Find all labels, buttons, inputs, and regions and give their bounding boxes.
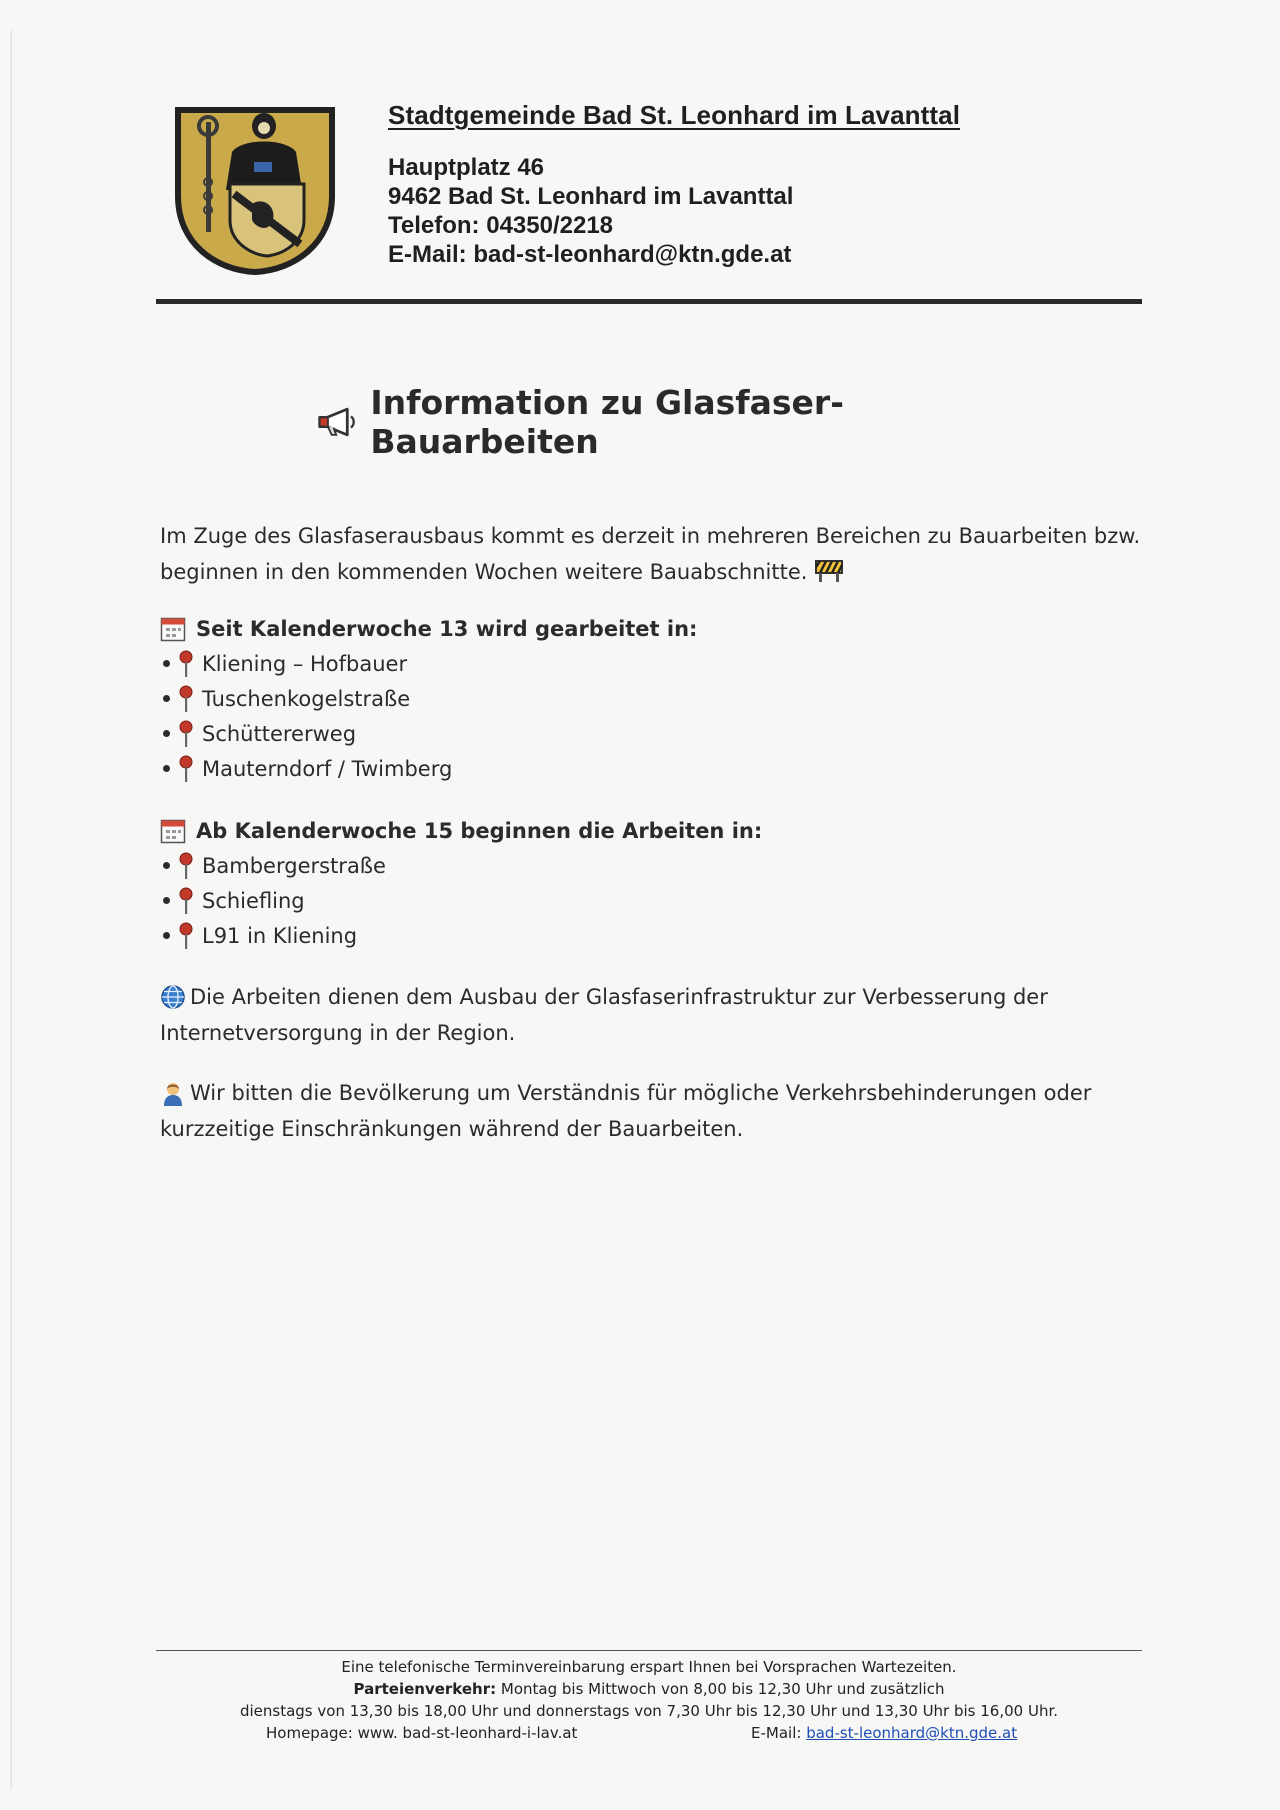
location-list (160, 848, 1150, 953)
pushpin-icon (178, 755, 194, 783)
footer-email (751, 1722, 1017, 1744)
calendar-icon (160, 818, 186, 844)
bullet (163, 862, 170, 869)
location-name: Bambergerstraße (202, 853, 386, 878)
bullet (163, 897, 170, 904)
location-name: Mauterndorf / Twimberg (202, 756, 453, 781)
calendar-icon (160, 616, 186, 642)
location-name: Tuschenkogelstraße (202, 686, 411, 711)
office-hours-text: Montag bis Mittwoch von 8,00 bis 12,30 Uhr und zusätzlich (500, 1680, 945, 1698)
section-kw15 (160, 814, 1150, 953)
bullet (163, 765, 170, 772)
address-line: 9462 Bad St. Leonhard im Lavanttal (388, 183, 794, 210)
section-kw13 (160, 612, 1150, 786)
location-name: Schüttererweg (202, 721, 357, 746)
footer (156, 1656, 1142, 1744)
footer-divider (156, 1650, 1142, 1651)
footer-contact (156, 1722, 1142, 1744)
location-name: Kliening – Hofbauer (202, 651, 408, 676)
construction-barrier-icon (814, 557, 844, 583)
office-hours (156, 1678, 1142, 1700)
title-text: Information zu Glasfaser-Bauarbeiten (370, 383, 844, 461)
intro-line: beginnen in den kommenden Wochen weitere Bauabschnitte. (160, 560, 808, 584)
page-title (316, 383, 1016, 461)
list-item (160, 681, 1150, 716)
request-paragraph (160, 1075, 1150, 1147)
request-line: kurzzeitige Einschränkungen während der Bauarbeiten. (160, 1117, 744, 1141)
location-name: Schiefling (202, 888, 305, 913)
list-item (160, 716, 1150, 751)
purpose-line: Die Arbeiten dienen dem Ausbau der Glasfaserinfrastruktur zur Verbesserung der (190, 985, 1048, 1009)
homepage-text: Homepage: www. bad-st-leonhard-i-lav.at (266, 1724, 578, 1742)
list-item (160, 751, 1150, 786)
header-divider (156, 299, 1142, 304)
intro-paragraph (160, 518, 1150, 590)
pushpin-icon (178, 650, 194, 678)
pushpin-icon (178, 685, 194, 713)
section-heading (160, 814, 1150, 848)
purpose-line: Internetversorgung in der Region. (160, 1021, 516, 1045)
email-label: E-Mail: (751, 1724, 802, 1742)
letterhead (388, 100, 1148, 269)
email-line: E-Mail: bad-st-leonhard@ktn.gde.at (388, 241, 792, 268)
list-item (160, 883, 1150, 918)
email-link[interactable]: bad-st-leonhard@ktn.gde.at (806, 1724, 1018, 1742)
location-list (160, 646, 1150, 786)
section-heading (160, 612, 1150, 646)
list-item (160, 646, 1150, 681)
list-item (160, 848, 1150, 883)
announcement-body (160, 518, 1150, 1147)
pushpin-icon (178, 922, 194, 950)
location-name: L91 in Kliening (202, 923, 358, 948)
page-edge (10, 30, 12, 1790)
list-item (160, 918, 1150, 953)
address-line: Hauptplatz 46 (388, 154, 545, 181)
footer-notice: Eine telefonische Terminvereinbarung erspart Ihnen bei Vorsprachen Wartezeiten. (341, 1658, 957, 1676)
globe-icon (160, 984, 186, 1010)
bullet (163, 695, 170, 702)
office-hours-extra: dienstags von 13,30 bis 18,00 Uhr und donnerstags von 7,30 Uhr bis 12,30 Uhr und 13,30 Uhr bis 16,00 Uhr. (239, 1702, 1059, 1720)
pushpin-icon (178, 720, 194, 748)
bullet (163, 660, 170, 667)
pushpin-icon (178, 887, 194, 915)
person-icon (160, 1080, 186, 1106)
office-hours-label: Parteienverkehr: (353, 1680, 497, 1698)
intro-line: Im Zuge des Glasfaserausbaus kommt es derzeit in mehreren Bereichen zu Bauarbeiten bzw. (160, 524, 1141, 548)
purpose-paragraph (160, 979, 1150, 1051)
municipality-name: Stadtgemeinde Bad St. Leonhard im Lavanttal (388, 100, 961, 130)
pushpin-icon (178, 852, 194, 880)
coat-of-arms-icon (172, 104, 338, 276)
section-heading-text: Ab Kalenderwoche 15 beginnen die Arbeiten in: (196, 819, 763, 843)
megaphone-icon (316, 405, 358, 439)
request-line: Wir bitten die Bevölkerung um Verständnis für mögliche Verkehrsbehinderungen oder (190, 1081, 1092, 1105)
section-heading-text: Seit Kalenderwoche 13 wird gearbeitet in: (196, 617, 698, 641)
bullet (163, 932, 170, 939)
phone-line: Telefon: 04350/2218 (388, 212, 614, 239)
bullet (163, 730, 170, 737)
